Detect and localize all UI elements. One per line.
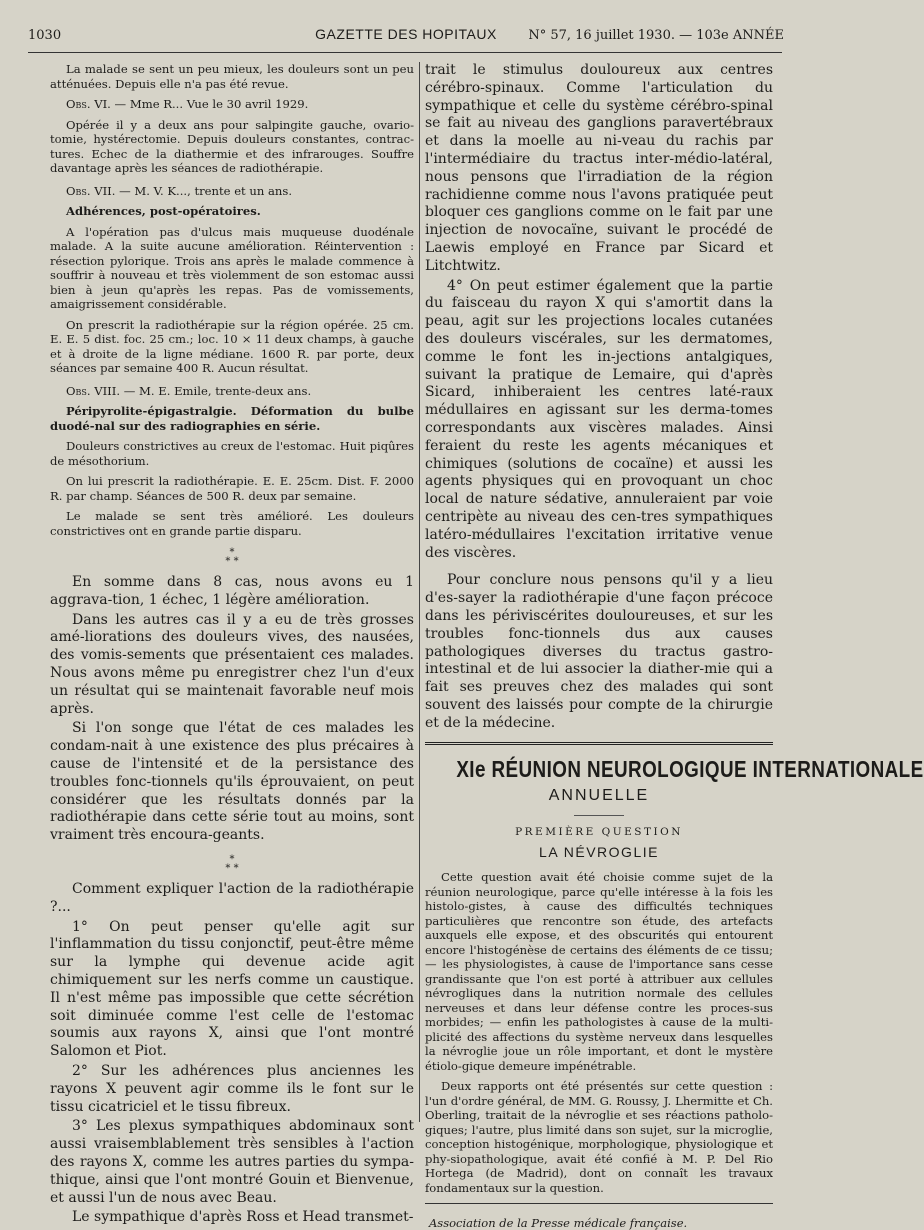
obs6-heading: Obs. VI. — Mme R... Vue le 30 avril 1929. (66, 97, 309, 111)
explain-point-4: 4° On peut estimer également que la partie du faisceau du rayon X qui s'amortit dans la peau, agit sur les projections locales cutanées des douleurs viscérales, sur les dermatomes, comme le font les in-jections antalgiques, suivant la pratique de Lemaire, qui d'après Sicard, inhiberaient les centres laté-raux médullaires en agissant sur les derma-tomes correspondants aux viscères malades. Ainsi feraient du reste les agents mécaniques et chimiques (solutions de cocaïne) et aussi les agents physiques qui en provoquant un choc local de nature sédative, annuleraient par voie centripète au niveau des cen-tres sympathiques latéro-médullaires l'excitation irritative venue des viscères. (425, 277, 773, 561)
section-subtitle: LA NÉVROGLIE (539, 844, 659, 861)
summary-para-1: En somme dans 8 cas, nous avons eu 1 aggrava-tion, 1 échec, 1 légère amélioration. (50, 574, 414, 608)
section-stars: * * * (225, 547, 239, 567)
page-number: 1030 (28, 28, 62, 43)
neuroglia-para-2: Deux rapports ont été présentés sur cette question : l'un d'ordre général, de MM. G. Roussy, J. Lhermitte et Ch. Oberling, traitait de la névroglie et ses réactions patholo-giques; l'autre, plus limité dans son sujet, sur la microglie, conception histogénique, morphologique, physiologique et phy-siopathologique, avait été confié à M. P. Del Rio Hortega (de Madrid), dont on connaît les travaux fondamentaux sur la question. (425, 1079, 773, 1195)
congress-subtitle: ANNUELLE (548, 787, 650, 805)
obs8-text2: On lui prescrit la radiothérapie. E. E. 25cm. Dist. F. 2000 R. par champ. Séances de 500 R. deux par semaine. (50, 474, 414, 503)
obs7-heading: Obs. VII. — M. V. K..., trente et un ans. (66, 183, 293, 198)
continuation-para: trait le stimulus douloureux aux centres cérébro-spinaux. Comme l'articulation du sympathique et celle du système cérébro-spinal se fait au niveau des ganglions paravertébraux et dans la moelle au ni-veau du rachis par l'intermédiaire du tractus inter-médio-latéral, nous pensons que l'irradiation de la région rachidienne comme nous l'avons pratiquée peut bloquer ces ganglions comme on le fait par une injection de novocaïne, suivant le procédé de Laewis employé en France par Sicard et Litchtwitz. (425, 62, 773, 274)
header-rule (28, 52, 782, 53)
obs6-text: Opérée il y a deux ans pour salpingite gauche, ovario-tomie, hystérectomie. Depuis douleurs constantes, contrac-tures. Echec de la diathermie et des infrarouges. Souffre davantage après les séances de radiothérapie. (50, 117, 414, 175)
section-double-rule (425, 742, 773, 745)
obs7-subheading: Adhérences, post-opératoires. (66, 204, 261, 218)
obs5-conclusion: La malade se sent un peu mieux, les douleurs sont un peu atténuées. Depuis elle n'a pas été revue. (50, 62, 414, 91)
summary-para-3: Si l'on songe que l'état de ces malades les condam-nait à une existence des plus précaires à cause de l'intensité et de la persistance des troubles fonc-tionnels qu'ils éprouvaient, on peut considérer que les résultats donnés par la radiothérapie dans cette série tout au moins, sont vraiment très encoura-geants. (50, 720, 414, 844)
issue-info: N° 57, 16 juillet 1930. — 103e ANNÉE (528, 28, 784, 43)
question-label: PREMIÈRE QUESTION (515, 826, 683, 839)
neuroglia-para-1: Cette question avait été choisie comme sujet de la réunion neurologique, parce qu'elle intéresse à la fois les histolo-gistes, à cause des difficultés techniques particulières que rencontre son étude, des artefacts auxquels elle expose, et des obscurités qui entourent encore l'histogénèse de certains des éléments de ce tissu; — les physiologistes, à cause de l'importance sans cesse grandissante que l'on est porté à attribuer aux cellules névrogliques dans la nutrition normale des cellules nerveuses et dans leur défense contre les proces-sus morbides; — enfin les pathologistes à cause de la multi-plicité des affections du système nerveux dans lesquelles la névroglie joue un rôle important, et dont le mystère étiolo-gique demeure impénétrable. (425, 870, 773, 1073)
section-stars-2: * * * (225, 853, 239, 874)
obs8-text: Douleurs constrictives au creux de l'estomac. Huit piqûres de mésothorium. (50, 439, 414, 468)
explain-question: Comment expliquer l'action de la radiothérapie ?... (50, 880, 414, 915)
page-header (28, 26, 784, 48)
explain-continued: Le sympathique d'après Ross et Head transmet- (72, 1209, 414, 1226)
conclusion-para: Pour conclure nous pensons qu'il y a lieu d'es-sayer la radiothérapie d'une façon précoce dans les périviscérites douloureuses, et sur les troubles fonc-tionnels dus aux causes pathologiques diverses du tractus gastro-intestinal et de lui associer la diather-mie qui a fait ses preuves chez des malades qui sont souvent des laissés pour compte de la chirurgie et de la médecine. (425, 572, 773, 731)
obs8-text3: Le malade se sent très amélioré. Les douleurs constrictives ont en grande partie disparu. (50, 509, 414, 538)
explain-point-1: 1° On peut penser qu'elle agit sur l'inflammation du tissu conjonctif, peut-être même sur la lymphe qui devenue acide agit chimiquement sur les nerfs comme un caustique. Il n'est même pas impossible que cette sécrétion soit diminuée comme l'est celle de l'estomac soumis aux rayons X, ainsi que l'ont montré Salomon et Piot. (50, 918, 414, 1060)
obs7-text: A l'opération pas d'ulcus mais muqueuse duodénale malade. A la suite aucune amélioration. Réintervention : résection pylorique. Trois ans après le malade commence à souffrir à nouveau et très violemment de son estomac aussi bien à jeun qu'après les repas. Pas de vomissements, amaigrissement considérable. (50, 224, 414, 311)
journal-title: GAZETTE DES HOPITAUX (315, 26, 497, 42)
column-divider (419, 62, 420, 1122)
explain-point-2: 2° Sur les adhérences plus anciennes les rayons X peuvent agir comme ils le font sur le tissu cicatriciel et le tissu fibreux. (50, 1062, 414, 1115)
explain-point-3: 3° Les plexus sympathiques abdominaux sont aussi vraisemblablement très sensibles à l'action des rayons X, comme les autres parties du sympa-thique, ainsi que l'ont montré Gouin et Bienvenue, et aussi l'un de nous avec Beau. (50, 1118, 414, 1206)
press-credit: Association de la Presse médicale française. (429, 1216, 688, 1230)
left-column (50, 62, 414, 1229)
right-column (425, 62, 924, 1230)
summary-para-2: Dans les autres cas il y a eu de très grosses amé-liorations des douleurs vives, des nausées, des vomis-sements que présentaient ces malades. Nous avons même pu enregistrer chez l'un d'eux un résultat qui se maintenait favorable neuf mois après. (50, 611, 414, 717)
title-separator (574, 815, 624, 816)
obs8-heading: Obs. VIII. — M. E. Emile, trente-deux ans. (66, 383, 312, 398)
obs8-subheading: Péripyrolite-épigastralgie. Déformation du bulbe duodé-nal sur des radiographies en série. (50, 404, 414, 433)
obs7-text2: On prescrit la radiothérapie sur la région opérée. 25 cm. E. E. 5 dist. foc. 25 cm.; loc. 10 × 11 deux champs, à gauche et à droite de la ligne médiane. 1600 R. par porte, deux séances par semaine 400 R. Aucun résultat. (50, 317, 414, 375)
footer-rule (425, 1203, 773, 1204)
congress-title: XIe RÉUNION NEUROLOGIQUE INTERNATIONALE (456, 756, 924, 783)
